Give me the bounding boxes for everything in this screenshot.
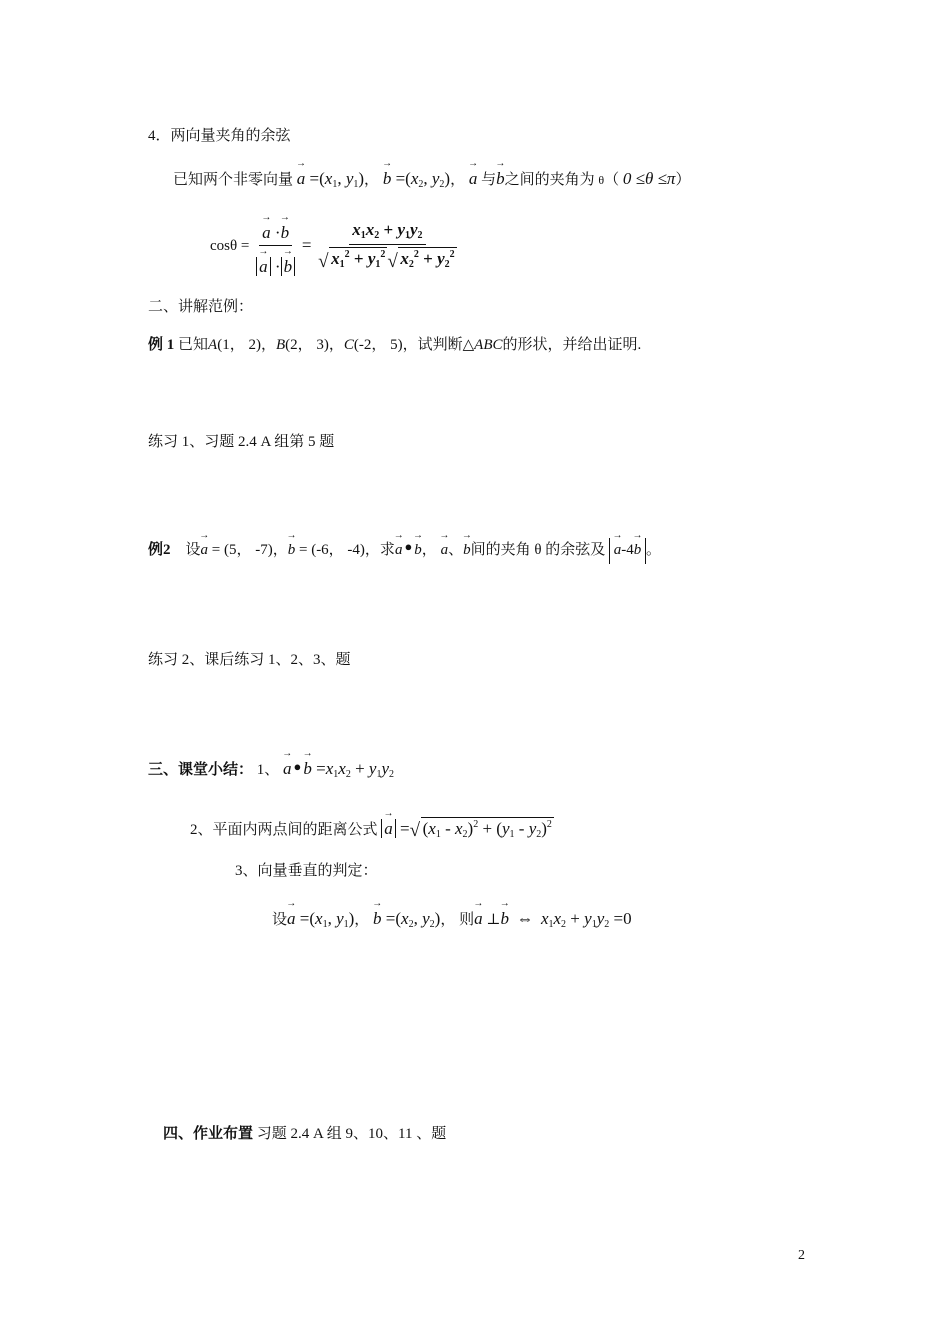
- intro-text: 已知两个非零向量: [173, 172, 294, 188]
- cos-label: cosθ =: [210, 237, 250, 254]
- page-number: 2: [798, 1248, 805, 1263]
- homework-heading: 四、作业布置: [163, 1126, 254, 1142]
- section2-heading: 二、讲解范例：: [148, 299, 254, 315]
- summary-item2: 2、平面内两点间的距离公式 → a = √ $(x_1 - x_2)^2 + (y_1 - y_2)^2$: [190, 810, 554, 841]
- cosine-formula: cosθ = → a ·→ b → a ·→ b = $x_1x_2 + y_1y_2$ √ $x_1^2 + y_1^2$ √ $x_2^2 + y_2^2$: [210, 214, 460, 278]
- summary-item1: 三、课堂小结： 1、 → a ●→ $b =x_1x_2 + y_1y_2$: [148, 750, 394, 781]
- vector-a: → a: [297, 160, 306, 189]
- homework: 四、作业布置 习题 2.4 A 组 9、10、11 、题: [163, 1126, 447, 1142]
- example2-label: 例2: [148, 542, 171, 558]
- example1: 例 1 已知A(1， 2)，B(2， 3)，C(-2， 5)，试判断△ABC的形状，并给出证明.: [148, 337, 642, 353]
- practice1: 练习 1、习题 2.4 A 组第 5 题: [148, 434, 335, 450]
- vector-b: → b: [383, 160, 392, 189]
- summary-item3: 3、向量垂直的判定：: [235, 863, 378, 879]
- angle-range: 0 ≤θ ≤π: [622, 169, 676, 188]
- example2: 例2 设→ a = (5， -7)，→ b = (-6， -4)，求→ a ●→ b， → a、→ b间的夹角 θ 的余弦及 → a-4→ b 。: [148, 532, 661, 564]
- section4-heading: 4．两向量夹角的余弦: [148, 128, 291, 144]
- section4-intro-line: 已知两个非零向量 → $a =(x_1$, $y_1$)， → $b =(x_2$, $y_2$)， → a 与→ b之间的夹角为 θ（ 0 ≤θ ≤π）: [173, 160, 690, 191]
- practice2: 练习 2、课后练习 1、2、3、题: [148, 652, 351, 668]
- example1-label: 例 1: [148, 337, 175, 353]
- perpendicular-criterion: 设→ $a =(x_1$, $y_1$)， → $b =(x_2$, $y_2$)， 则→ a ⊥→ b ⇔ $x_1x_2 + y_1y_2 =0$: [272, 900, 632, 931]
- summary-heading: 三、课堂小结：: [148, 762, 254, 778]
